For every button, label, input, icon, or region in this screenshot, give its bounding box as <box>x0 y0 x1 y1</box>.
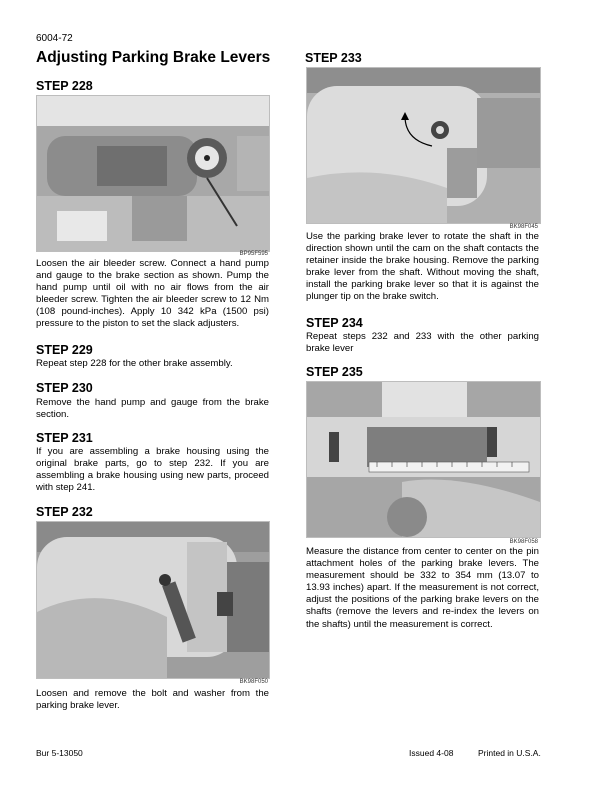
step-235-photo <box>306 381 541 538</box>
page-title: Adjusting Parking Brake Levers <box>36 49 271 66</box>
step-233-text: Use the parking brake lever to rotate the shaft in the direction shown until the cam on the shaft contacts the retainer inside the brake housing. Remove the parking brake lever from the shaft. Without moving the shaft, install the parking brake lever so that it is against the plunger tip on the brake switch. <box>306 231 539 303</box>
step-231-text: If you are assembling a brake housing using the original brake parts, go to step 232. If you are assembling a brake housing using new parts, proceed with step 241. <box>36 446 269 494</box>
step-229-heading: STEP 229 <box>36 343 93 357</box>
step-235-heading: STEP 235 <box>306 365 363 379</box>
step-228-photo <box>36 95 270 252</box>
footer-printed: Printed in U.S.A. <box>478 748 541 758</box>
doc-number: 6004-72 <box>36 33 73 44</box>
step-230-heading: STEP 230 <box>36 381 93 395</box>
step-228-text: Loosen the air bleeder screw. Connect a hand pump and gauge to the brake section as shown. Pump the hand pump until oil with no air flows from the air bleeder screw. Tighten the air bleeder screw to 12 Nm (108 pound-inches). Apply 10 342 kPa (1500 psi) pressure to the piston to set the slack adjusters. <box>36 258 269 330</box>
step-228-heading: STEP 228 <box>36 79 93 93</box>
step-230-text: Remove the hand pump and gauge from the brake section. <box>36 397 269 421</box>
step-233-photo <box>306 67 541 224</box>
step-233-figure-code: BK98F045 <box>509 224 538 230</box>
footer-issued: Issued 4-08 <box>409 748 454 758</box>
step-234-heading: STEP 234 <box>306 316 363 330</box>
step-228-figure-code: BP95F595 <box>239 251 268 257</box>
step-232-figure-code: BK98F050 <box>239 679 268 685</box>
step-234-text: Repeat steps 232 and 233 with the other parking brake lever <box>306 331 539 355</box>
step-232-heading: STEP 232 <box>36 505 93 519</box>
footer-doc-ref: Bur 5-13050 <box>36 748 83 758</box>
step-232-photo <box>36 521 270 679</box>
step-233-heading: STEP 233 <box>305 51 362 65</box>
step-235-text: Measure the distance from center to center on the pin attachment holes of the parking brake levers. The measurement should be 332 to 354 mm (13.07 to 13.93 inches) apart. If the measurement is not correct, adjust the positions of the parking brake levers on the shafts (remove the levers and re-index the levers on the shafts) until the measurement is correct. <box>306 546 539 630</box>
step-235-figure-code: BK98F058 <box>509 539 538 545</box>
step-229-text: Repeat step 228 for the other brake assembly. <box>36 358 233 369</box>
step-232-text: Loosen and remove the bolt and washer from the parking brake lever. <box>36 688 269 712</box>
step-231-heading: STEP 231 <box>36 431 93 445</box>
